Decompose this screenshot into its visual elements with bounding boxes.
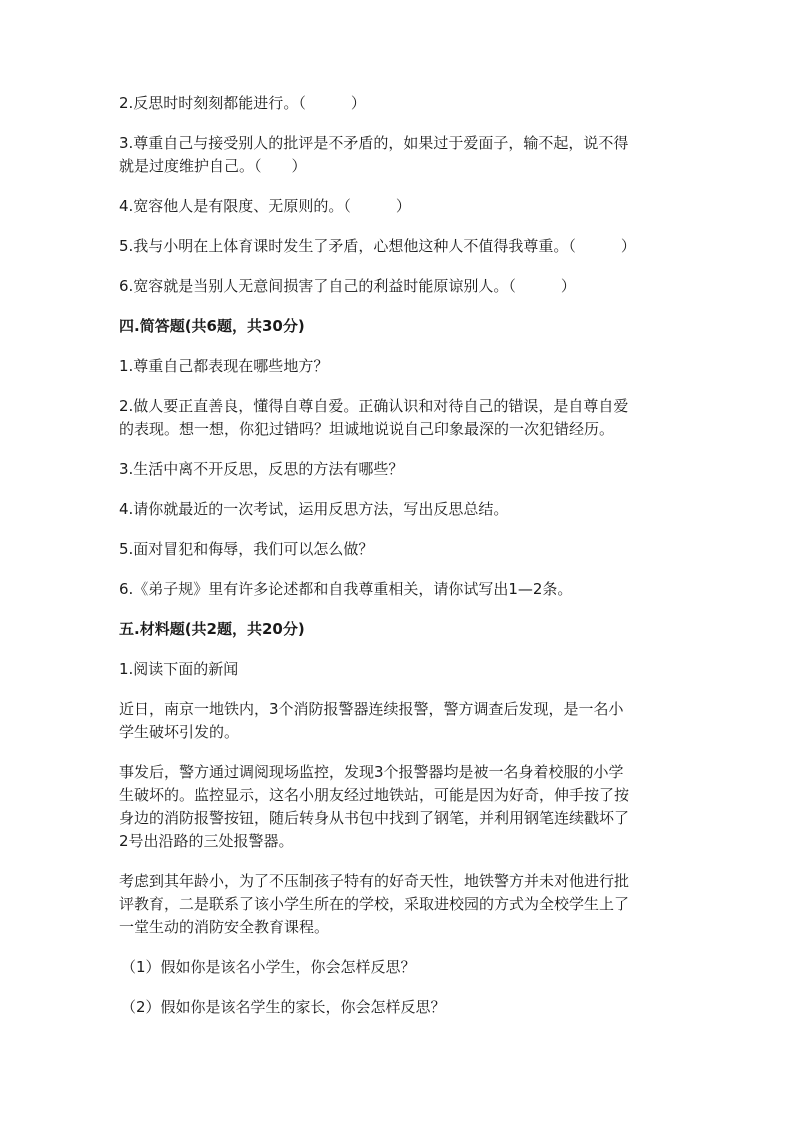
judge-question-2: 2.反思时时刻刻都能进行。（ ） (119, 94, 366, 112)
section-4-heading: 四.简答题(共6题，共30分) (119, 317, 305, 335)
short-answer-question-5: 5.面对冒犯和侮辱，我们可以怎么做？ (119, 540, 374, 558)
news-paragraph-3-line-1: 考虑到其年龄小，为了不压制孩子特有的好奇天性，地铁警方并未对他进行批 (119, 872, 630, 890)
judge-question-3-line-2: 就是过度维护自己。（ ） (119, 157, 307, 175)
short-answer-question-2-line-1: 2.做人要正直善良，懂得自尊自爱。正确认识和对待自己的错误，是自尊自爱 (119, 397, 629, 415)
material-sub-question-1: （1）假如你是该名小学生，你会怎样反思？ (121, 958, 416, 976)
short-answer-question-2 (119, 395, 679, 441)
news-paragraph-2-line-3: 身边的消防报警按钮，随后转身从书包中找到了钢笔，并利用钢笔连续戳坏了 (119, 809, 630, 827)
short-answer-question-4: 4.请你就最近的一次考试，运用反思方法，写出反思总结。 (119, 500, 509, 518)
news-paragraph-2 (119, 761, 679, 853)
news-paragraph-2-line-1: 事发后，警方通过调阅现场监控，发现3个报警器均是被一名身着校服的小学 (119, 763, 624, 781)
news-paragraph-2-line-4: 2号出沿路的三处报警器。 (119, 832, 294, 850)
news-paragraph-2-line-2: 生破坏的。监控显示，这名小朋友经过地铁站，可能是因为好奇，伸手按了按 (119, 786, 630, 804)
section-5-heading: 五.材料题(共2题，共20分) (119, 620, 305, 638)
judge-question-3-line-1: 3.尊重自己与接受别人的批评是不矛盾的，如果过于爱面子，输不起，说不得 (119, 134, 629, 152)
judge-question-3 (119, 132, 679, 178)
material-question-1-intro: 1.阅读下面的新闻 (119, 660, 239, 678)
judge-question-6: 6.宽容就是当别人无意间损害了自己的利益时能原谅别人。（ ） (119, 277, 576, 295)
news-paragraph-3 (119, 870, 679, 939)
news-paragraph-1 (119, 698, 679, 744)
judge-question-5: 5.我与小明在上体育课时发生了矛盾，心想他这种人不值得我尊重。（ ） (119, 237, 636, 255)
judge-question-4: 4.宽容他人是有限度、无原则的。（ ） (119, 197, 411, 215)
short-answer-question-6: 6.《弟子规》里有许多论述都和自我尊重相关，请你试写出1—2条。 (119, 580, 573, 598)
news-paragraph-1-line-2: 学生破坏引发的。 (119, 723, 240, 741)
short-answer-question-3: 3.生活中离不开反思，反思的方法有哪些？ (119, 460, 404, 478)
short-answer-question-1: 1.尊重自己都表现在哪些地方？ (119, 357, 329, 375)
news-paragraph-3-line-3: 一堂生动的消防安全教育课程。 (119, 918, 330, 936)
news-paragraph-1-line-1: 近日，南京一地铁内，3个消防报警器连续报警，警方调查后发现，是一名小 (119, 700, 624, 718)
exam-page (119, 92, 679, 1019)
material-sub-question-2: （2）假如你是该名学生的家长，你会怎样反思？ (121, 998, 446, 1016)
news-paragraph-3-line-2: 评教育，二是联系了该小学生所在的学校，采取进校园的方式为全校学生上了 (119, 895, 630, 913)
short-answer-question-2-line-2: 的表现。想一想，你犯过错吗？坦诚地说说自己印象最深的一次犯错经历。 (119, 420, 615, 438)
